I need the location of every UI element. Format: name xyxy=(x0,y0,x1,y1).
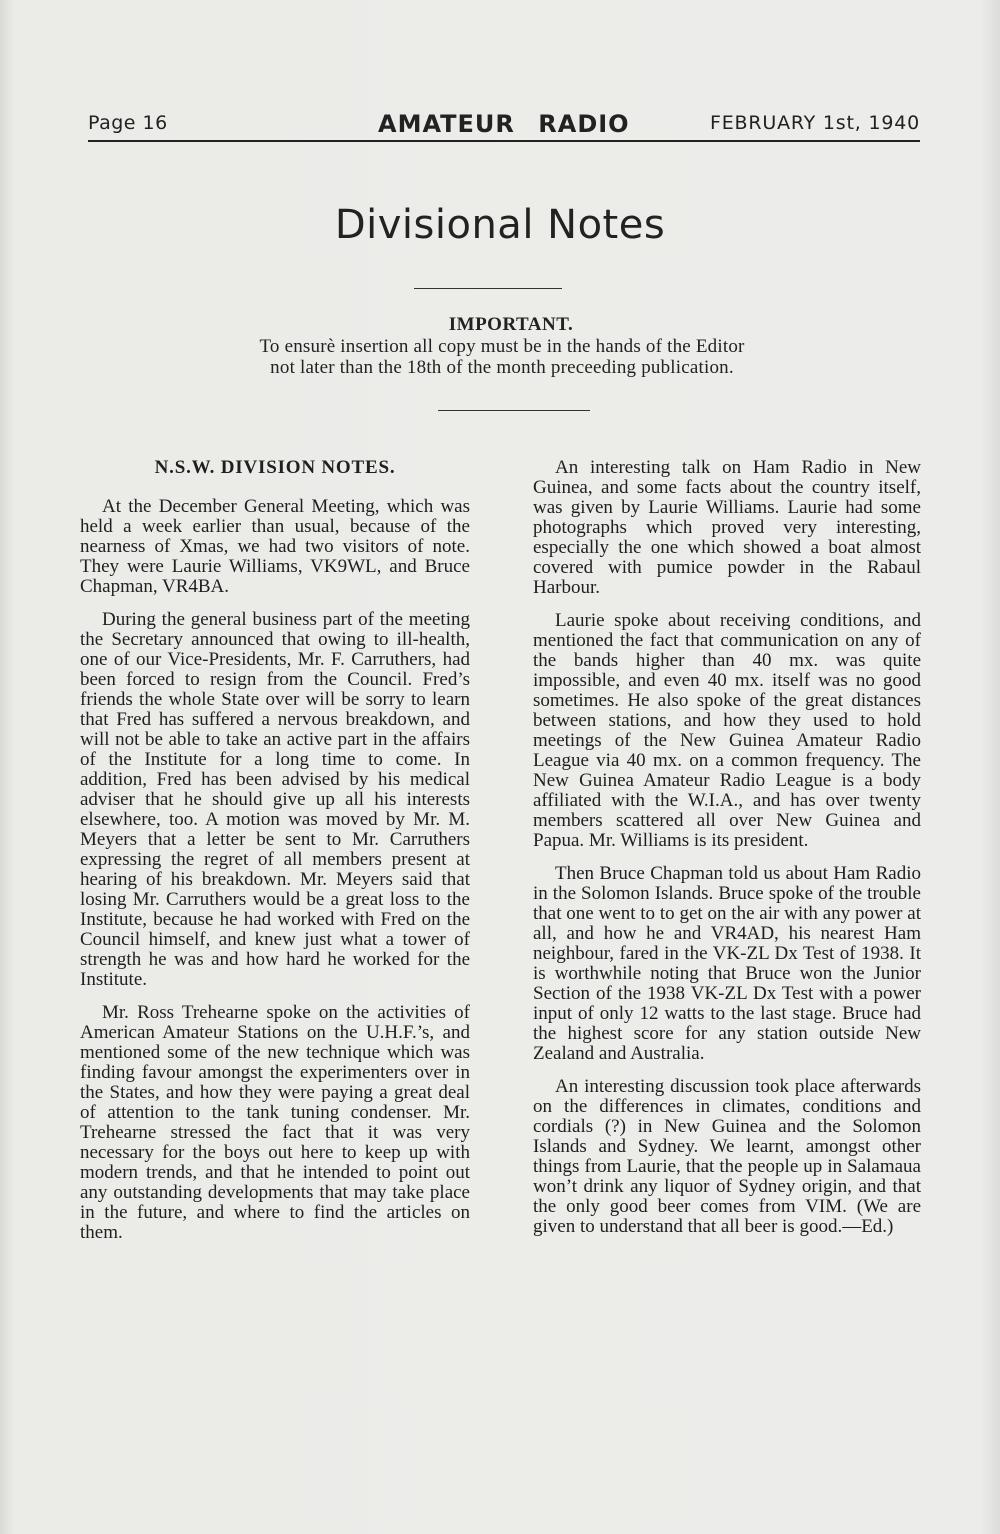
notice-line: not later than the 18th of the month preceeding publication. xyxy=(270,357,734,378)
section-title: Divisional Notes xyxy=(334,202,666,248)
article-heading: N.S.W. DIVISION NOTES. xyxy=(154,457,396,478)
article-paragraph: Mr. Ross Trehearne spoke on the activities of American Amateur Stations on the U.H.F.’s, and mentioned some of the new technique which was finding favour amongst the experimenters over in the States, and how they were paying a great deal of attention to the tank tuning condenser. Mr. Trehearne stressed the fact that it was very necessary for the boys out here to keep up with modern trends, and that he intended to point out any outstanding developments that may take place in the future, and where to find the articles on them. xyxy=(80,1002,470,1243)
article-paragraph: Then Bruce Chapman told us about Ham Radio in the Solomon Islands. Bruce spoke of the trouble that one went to to get on the air with any power at all, and how he and VR4AD, his nearest Ham neighbour, fared in the VK-ZL Dx Test of 1938. It is worthwhile noting that Bruce won the Junior Section of the 1938 VK-ZL Dx Test with a power input of only 12 watts to the last stage. Bruce had the highest score for any station outside New Zealand and Australia. xyxy=(533,863,921,1064)
header-rule xyxy=(88,140,920,142)
divider-top xyxy=(414,288,562,289)
article-column-right xyxy=(533,458,921,1250)
article-paragraph: An interesting talk on Ham Radio in New Guinea, and some facts about the country itself, was given by Laurie Williams. Laurie had some photographs which proved very interesting, especially the one which showed a boat almost covered with pumice powder in the Rabaul Harbour. xyxy=(533,457,921,598)
article-paragraph: During the general business part of the meeting the Secretary announced that owing to ill-health, one of our Vice-Presidents, Mr. F. Carruthers, had been forced to resign from the Council. Fred’s friends the whole State over will be sorry to learn that Fred has suffered a nervous breakdown, and will not be able to take an active part in the affairs of the Institute for a long time to come. In addition, Fred has been advised by his medical adviser that he should give up all his interests elsewhere, too. A motion was moved by Mr. M. Meyers that a letter be sent to Mr. Carruthers expressing the regret of all members present at hearing of his breakdown. Mr. Meyers said that losing Mr. Carruthers would be a great loss to the Institute, because he had worked with Fred on the Council himself, and knew just what a tower of strength he was and how hard he worked for the Institute. xyxy=(80,609,470,990)
article-paragraph: Laurie spoke about receiving conditions, and mentioned the fact that communication on any of the bands higher than 40 mx. was quite impossible, and even 40 mx. itself was no good sometimes. He also spoke of the great distances between stations, and how they used to hold meetings of the New Guinea Amateur Radio League via 40 mx. on a common frequency. The New Guinea Amateur Radio League is a body affiliated with the W.I.A., and has over twenty members scattered all over New Guinea and Papua. Mr. Williams is its president. xyxy=(533,610,921,851)
page-number: Page 16 xyxy=(88,112,168,134)
article-column-left xyxy=(80,458,470,1256)
divider-bottom xyxy=(438,410,590,411)
notice-line: To ensurè insertion all copy must be in the hands of the Editor xyxy=(259,336,745,357)
editor-notice xyxy=(0,314,1000,378)
article-paragraph: An interesting discussion took place afterwards on the differences in climates, conditions and cordials (?) in New Guinea and the Solomon Islands and Sydney. We learnt, amongst other things from Laurie, that the people up in Salamaua won’t drink any liquor of Sydney origin, and that the only good beer comes from VIM. (We are given to understand that all beer is good.—Ed.) xyxy=(533,1076,921,1237)
notice-heading: IMPORTANT. xyxy=(448,314,574,335)
article-paragraph: At the December General Meeting, which was held a week earlier than usual, because of the nearness of Xmas, we had two visitors of note. They were Laurie Williams, VK9WL, and Bruce Chapman, VR4BA. xyxy=(80,496,470,597)
page-header xyxy=(88,110,920,142)
issue-date: FEBRUARY 1st, 1940 xyxy=(710,112,920,134)
masthead: AMATEUR RADIO xyxy=(378,110,630,138)
